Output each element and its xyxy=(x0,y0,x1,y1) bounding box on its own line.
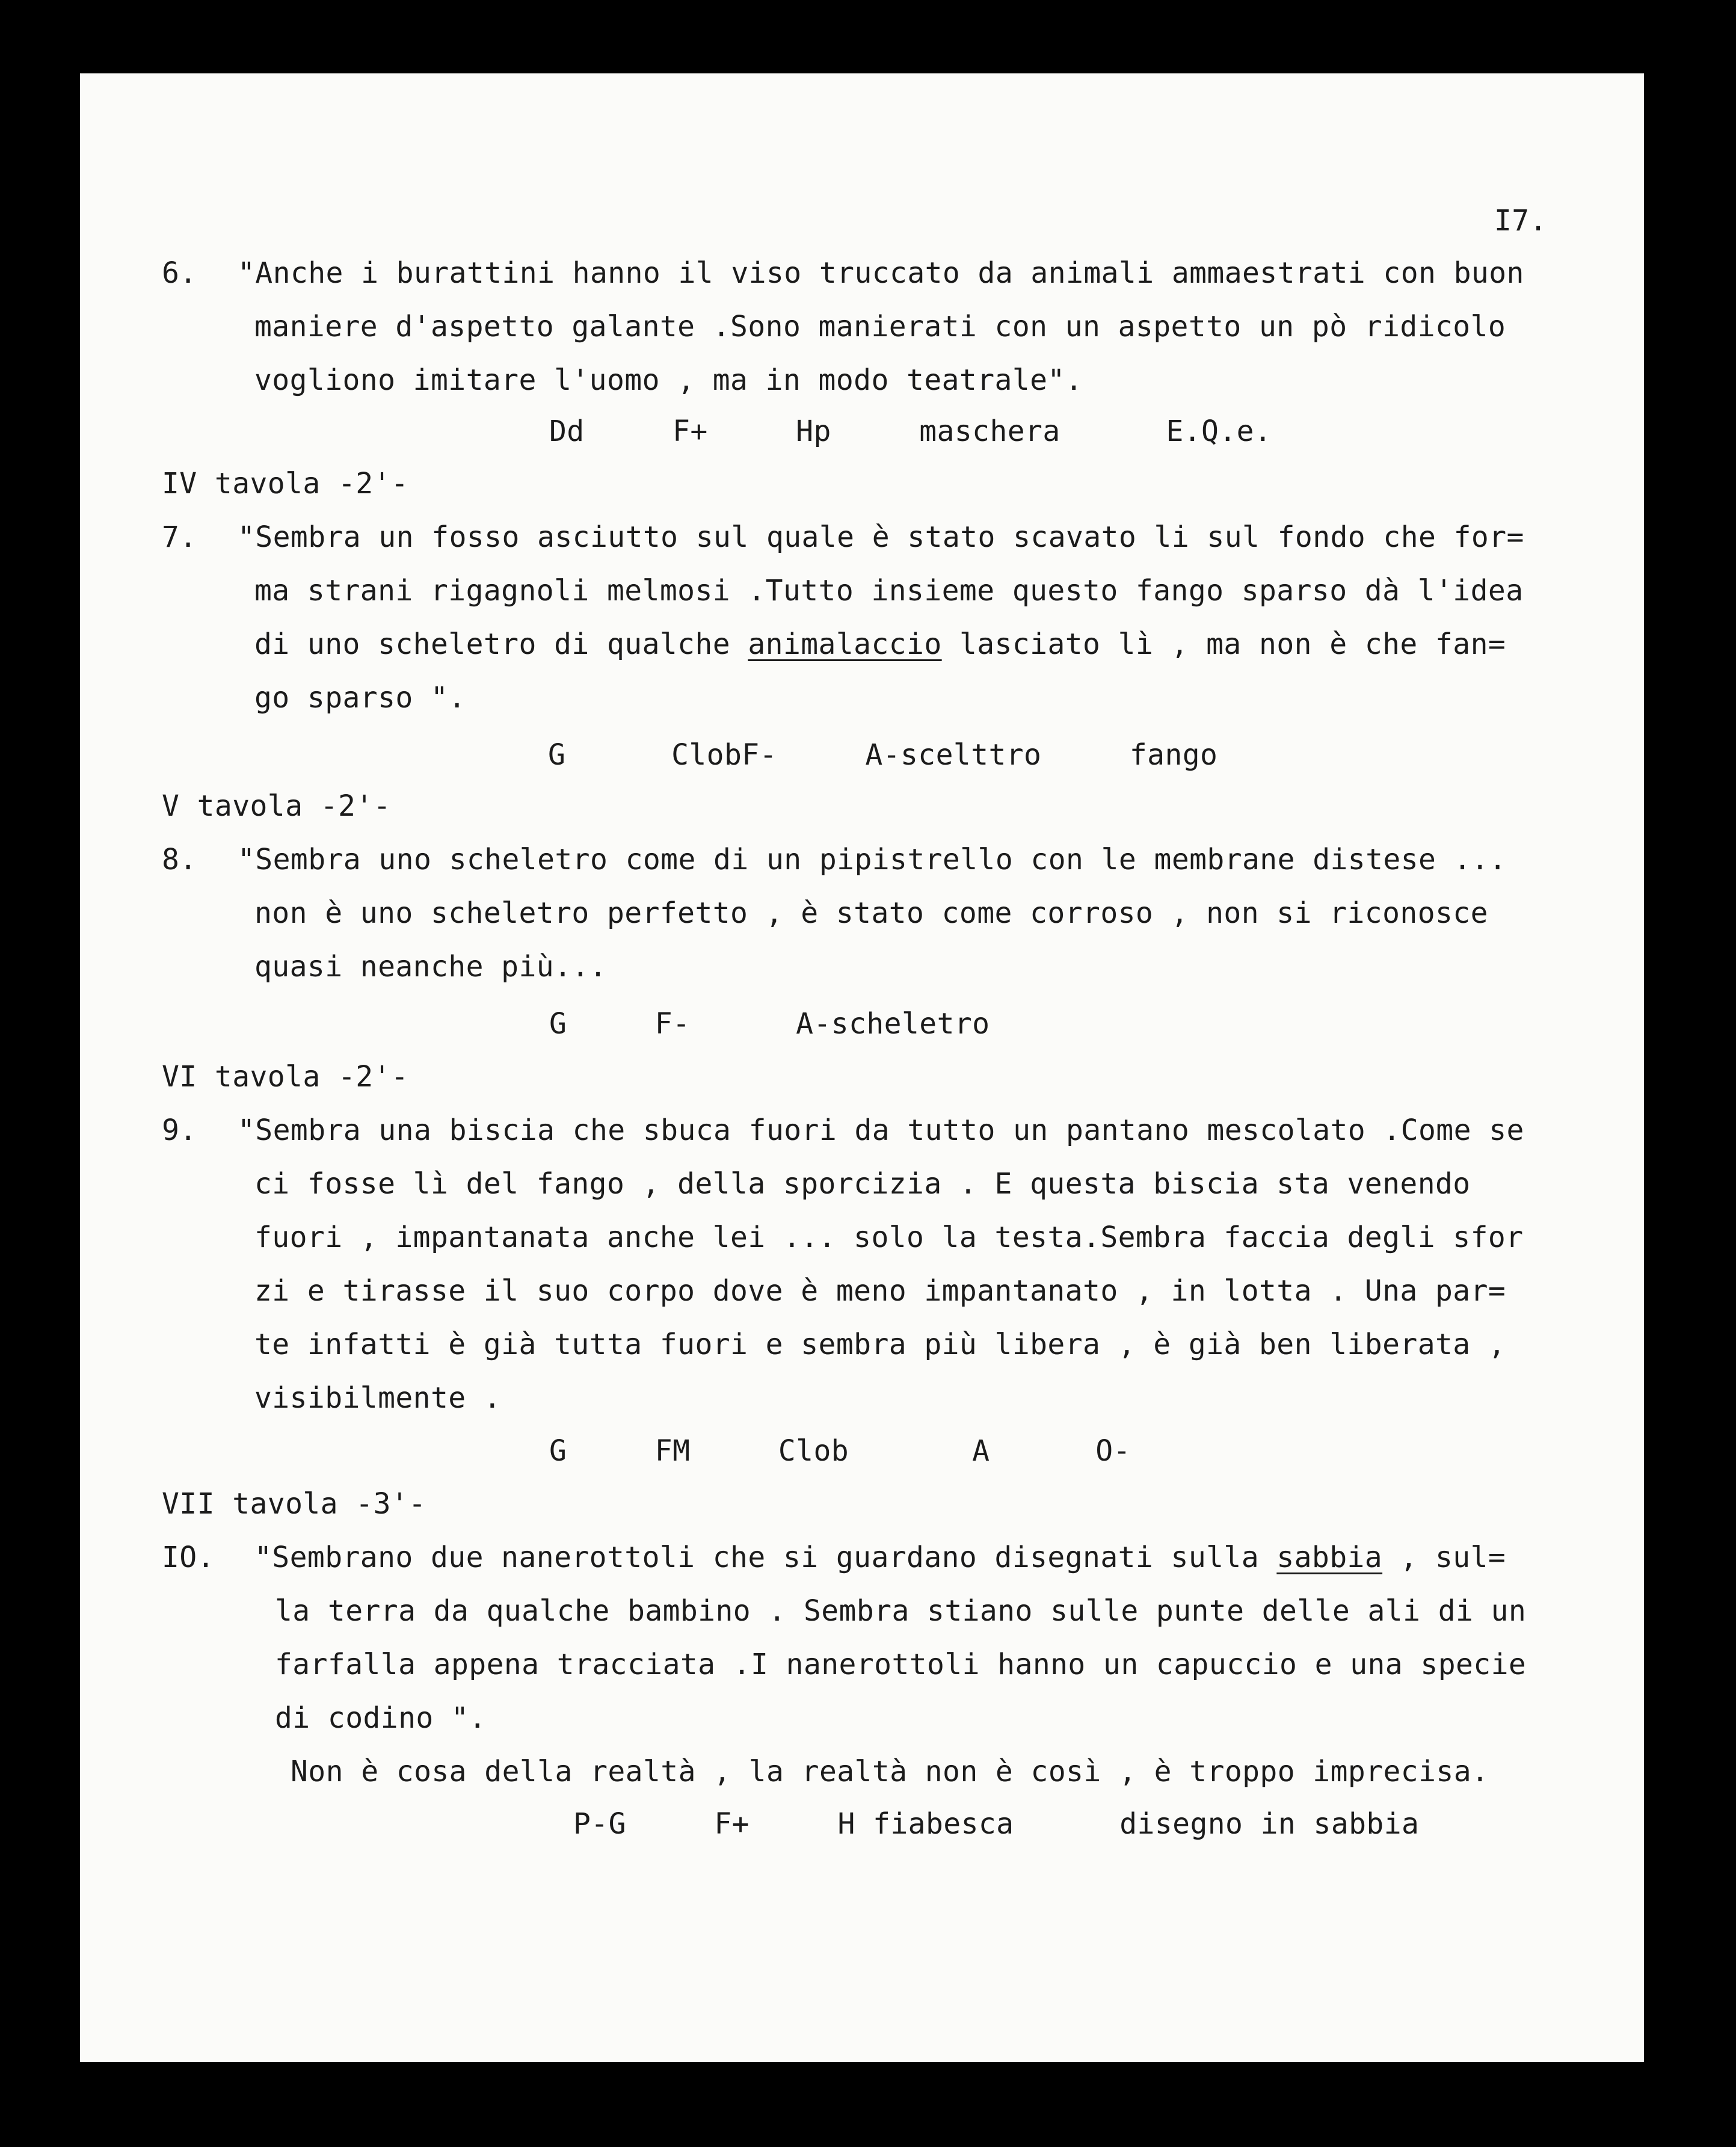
typewritten-page xyxy=(80,73,1644,2062)
table-header: VII tavola -3'- xyxy=(162,1487,426,1521)
response-line: ma strani rigagnoli melmosi .Tutto insieme questo fango sparso dà l'idea xyxy=(254,574,1524,608)
underlined-word: sabbia xyxy=(1276,1541,1383,1574)
item-number: IO. xyxy=(162,1541,215,1574)
response-line: vogliono imitare l'uomo , ma in modo teatrale". xyxy=(254,363,1083,397)
response-line xyxy=(254,626,1506,662)
response-text: lasciato lì , ma non è che fan= xyxy=(941,627,1506,661)
table-header: VI tavola -2'- xyxy=(162,1060,409,1094)
response-line: farfalla appena tracciata .I nanerottoli hanno un capuccio e una specie xyxy=(275,1648,1527,1681)
response-line: non è uno scheletro perfetto , è stato come corroso , non si riconosce xyxy=(254,896,1488,930)
response-line: zi e tirasse il suo corpo dove è meno impantanato , in lotta . Una par= xyxy=(254,1274,1506,1308)
comment-line: Non è cosa della realtà , la realtà non è così , è troppo imprecisa. xyxy=(291,1755,1489,1788)
scoring-line: Dd F+ Hp maschera E.Q.e. xyxy=(549,414,1272,448)
item-number: 9. xyxy=(162,1114,197,1147)
scoring-line: G F- A-scheletro xyxy=(549,1007,990,1041)
scoring-line: P-G F+ H fiabesca disegno in sabbia xyxy=(573,1807,1420,1841)
response-line: fuori , impantanata anche lei ... solo la testa.Sembra faccia degli sfor xyxy=(254,1221,1524,1254)
response-line: quasi neanche più... xyxy=(254,950,607,984)
response-line xyxy=(254,1539,1506,1576)
response-text: di uno scheletro di qualche xyxy=(254,627,748,661)
response-line: la terra da qualche bambino . Sembra stiano sulle punte delle ali di un xyxy=(275,1594,1527,1628)
response-line: "Sembra una biscia che sbuca fuori da tutto un pantano mescolato .Come se xyxy=(238,1114,1524,1147)
response-line: "Sembra un fosso asciutto sul quale è stato scavato li sul fondo che for= xyxy=(238,520,1524,554)
table-header: IV tavola -2'- xyxy=(162,467,409,501)
underlined-word: animalaccio xyxy=(748,627,942,661)
response-text: "Sembrano due nanerottoli che si guardano disegnati sulla xyxy=(254,1541,1277,1574)
item-number: 8. xyxy=(162,843,197,876)
item-number: 7. xyxy=(162,520,197,554)
response-line: di codino ". xyxy=(275,1701,487,1735)
response-line: maniere d'aspetto galante .Sono manierati con un aspetto un pò ridicolo xyxy=(254,310,1506,343)
table-header: V tavola -2'- xyxy=(162,789,391,823)
response-text: , sul= xyxy=(1382,1541,1506,1574)
page-number: I7. xyxy=(1494,204,1547,238)
response-line: go sparso ". xyxy=(254,681,466,715)
item-number: 6. xyxy=(162,256,197,290)
scoring-line: G FM Clob A O- xyxy=(549,1434,1131,1468)
response-line: visibilmente . xyxy=(254,1381,502,1415)
response-line: te infatti è già tutta fuori e sembra più libera , è già ben liberata , xyxy=(254,1328,1506,1361)
response-line: ci fosse lì del fango , della sporcizia . E questa biscia sta venendo xyxy=(254,1167,1471,1201)
response-line: "Anche i burattini hanno il viso truccato da animali ammaestrati con buon xyxy=(238,256,1524,290)
scoring-line: G ClobF- A-scelttro fango xyxy=(548,738,1218,772)
response-line: "Sembra uno scheletro come di un pipistrello con le membrane distese ... xyxy=(238,843,1507,876)
